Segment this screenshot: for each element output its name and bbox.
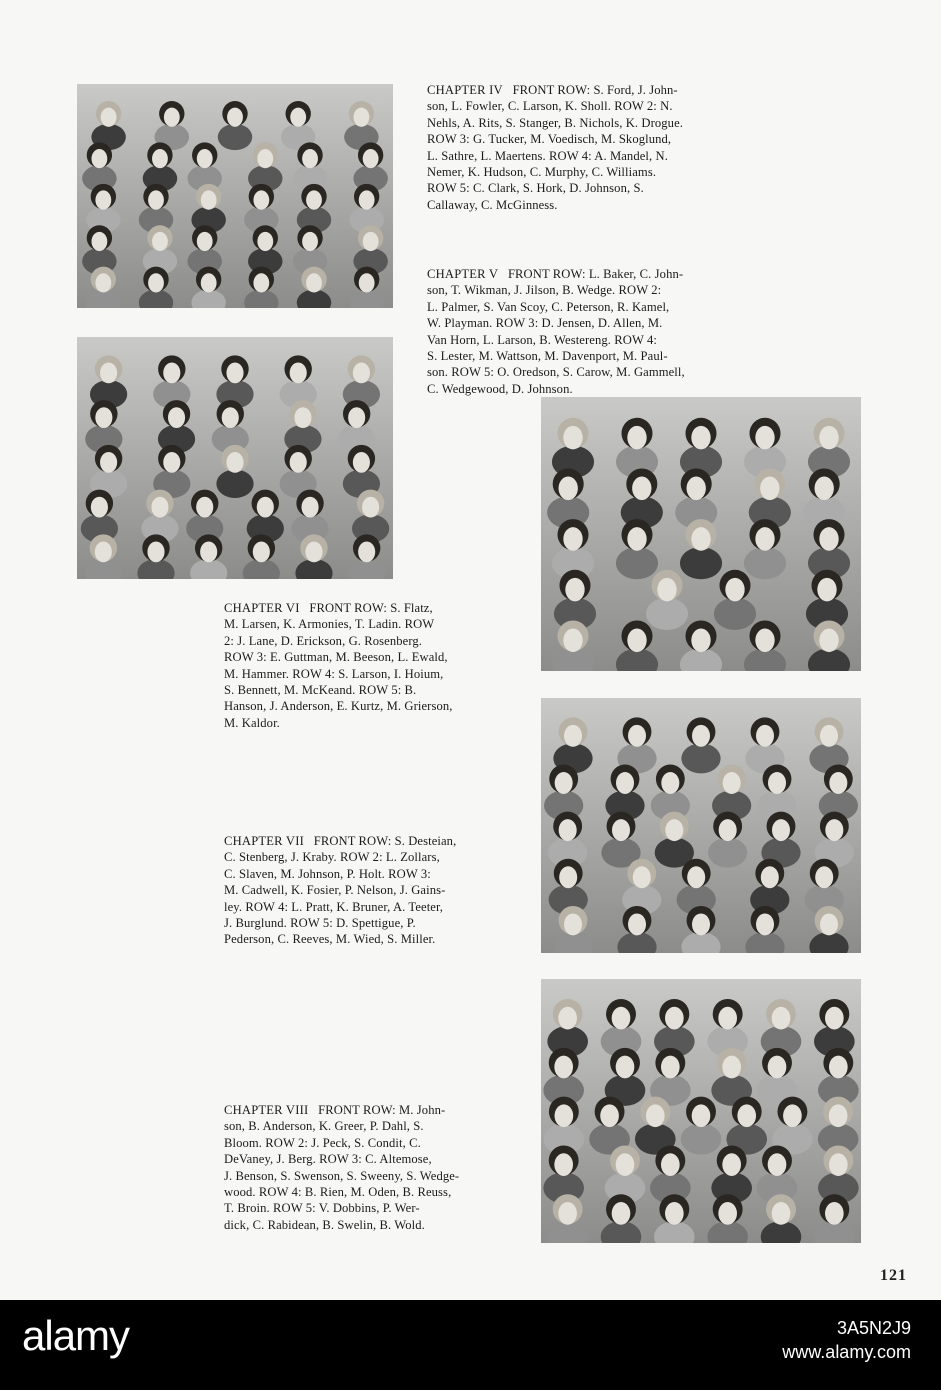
person-face <box>829 1104 848 1127</box>
person-face <box>91 232 107 251</box>
group-photo-figures <box>77 337 393 579</box>
person-face <box>226 452 243 473</box>
caption-line: son, T. Wikman, J. Jilson, B. Wedge. ROW 2: <box>427 283 662 298</box>
chapter-vii-group-photo <box>541 698 861 953</box>
caption-line: S. Lester, M. Wattson, M. Davenport, M. Paul- <box>427 349 668 364</box>
person-face <box>358 541 375 562</box>
caption-text: FRONT ROW: S. Desteian, <box>313 834 457 848</box>
chapter-vii-caption <box>224 833 510 948</box>
person-face <box>772 819 790 841</box>
person-face <box>756 913 774 935</box>
person-face <box>554 1056 573 1079</box>
person-face <box>722 1153 741 1176</box>
person-face <box>755 629 774 653</box>
person-face <box>558 1007 577 1030</box>
person-body <box>218 124 252 150</box>
group-photo-figures <box>541 698 861 953</box>
caption-line: ROW 3: G. Tucker, M. Voedisch, M. Skoglund, <box>427 132 672 147</box>
caption-line: Bloom. ROW 2: J. Peck, S. Condit, C. <box>224 1135 421 1150</box>
person-face <box>628 725 646 747</box>
person-face <box>718 1007 737 1030</box>
person-face <box>723 772 741 794</box>
person-face <box>100 362 117 383</box>
person-face <box>627 426 646 450</box>
person-face <box>737 1104 756 1127</box>
caption-line: ROW 3: E. Guttman, M. Beeson, L. Ewald, <box>224 650 448 665</box>
person-body <box>744 547 786 579</box>
caption-line: W. Playman. ROW 3: D. Jensen, D. Allen, M. <box>427 316 663 331</box>
caption-line: Callaway, C. McGinness. <box>427 197 558 212</box>
caption-line: S. Bennett, M. McKeand. ROW 5: B. <box>224 683 417 698</box>
person-face <box>294 407 311 428</box>
person-face <box>691 426 710 450</box>
person-face <box>257 497 274 518</box>
person-face <box>627 629 646 653</box>
person-face <box>661 772 679 794</box>
person-face <box>563 527 582 551</box>
caption-line: M. Kaldor. <box>224 715 280 730</box>
chapter-viii-caption <box>224 1102 510 1233</box>
watermark-url: www.alamy.com <box>782 1342 911 1362</box>
person-face <box>147 541 164 562</box>
person-face <box>772 1202 791 1225</box>
caption-text: FRONT ROW: S. Ford, J. John- <box>512 83 678 97</box>
person-face <box>829 1153 848 1176</box>
person-face <box>290 452 307 473</box>
person-face <box>554 1153 573 1176</box>
person-face <box>565 578 584 602</box>
person-face <box>353 108 369 127</box>
person-face <box>558 1202 577 1225</box>
person-face <box>665 1007 684 1030</box>
person-face <box>306 190 322 209</box>
person-face <box>348 407 365 428</box>
person-face <box>305 541 322 562</box>
person-face <box>222 407 239 428</box>
chapter-v-caption <box>427 266 745 397</box>
person-face <box>200 541 217 562</box>
person-face <box>91 149 107 168</box>
person-face <box>559 866 577 888</box>
caption-line <box>427 266 745 282</box>
caption-line: wood. ROW 4: B. Rien, M. Oden, B. Reuss, <box>224 1185 452 1200</box>
person-face <box>363 149 379 168</box>
person-face <box>657 578 676 602</box>
person-face <box>725 578 744 602</box>
chapter-vi-caption <box>224 600 510 731</box>
person-face <box>719 819 737 841</box>
person-face <box>253 541 270 562</box>
person-face <box>257 149 273 168</box>
person-face <box>661 1056 680 1079</box>
person-face <box>253 273 269 292</box>
person-face <box>353 362 370 383</box>
caption-line: M. Hammer. ROW 4: S. Larson, I. Hoium, <box>224 666 444 681</box>
person-face <box>755 426 774 450</box>
person-face <box>815 477 834 501</box>
person-face <box>290 108 306 127</box>
caption-line: Pederson, C. Reeves, M. Wied, S. Miller. <box>224 932 436 947</box>
person-face <box>559 819 577 841</box>
person-face <box>633 866 651 888</box>
person-face <box>760 477 779 501</box>
person-face <box>819 426 838 450</box>
chapter-viii-group-photo <box>541 979 861 1243</box>
person-face <box>820 913 838 935</box>
person-face <box>95 407 112 428</box>
person-face <box>148 273 164 292</box>
page-number: 121 <box>880 1267 907 1284</box>
person-face <box>628 913 646 935</box>
person-face <box>612 1202 631 1225</box>
person-face <box>197 149 213 168</box>
person-face <box>819 629 838 653</box>
person-face <box>101 108 117 127</box>
person-face <box>825 1007 844 1030</box>
person-face <box>616 1056 635 1079</box>
person-face <box>227 108 243 127</box>
person-face <box>555 1104 574 1127</box>
caption-line <box>427 82 745 98</box>
person-face <box>627 527 646 551</box>
person-face <box>817 578 836 602</box>
person-face <box>302 497 319 518</box>
person-face <box>152 149 168 168</box>
caption-line: C. Stenberg, J. Kraby. ROW 2: L. Zollars, <box>224 850 440 865</box>
person-face <box>152 232 168 251</box>
chapter-v-group-photo <box>77 337 393 579</box>
person-face <box>196 497 213 518</box>
person-face <box>665 1202 684 1225</box>
caption-line: C. Slaven, M. Johnson, P. Holt. ROW 3: <box>224 866 431 881</box>
person-face <box>306 273 322 292</box>
caption-line: son. ROW 5: O. Oredson, S. Carow, M. Gammell, <box>427 365 685 380</box>
person-face <box>95 541 112 562</box>
group-photo-figures <box>77 84 393 308</box>
person-face <box>691 629 710 653</box>
watermark-image-id: 3A5N2J9 <box>836 1318 911 1338</box>
caption-line: dick, C. Rabidean, B. Swelin, B. Wold. <box>224 1217 425 1232</box>
group-photo-figures <box>541 979 861 1243</box>
group-photo-figures <box>541 397 861 671</box>
person-face <box>772 1007 791 1030</box>
chapter-heading: CHAPTER IV <box>427 83 503 97</box>
person-face <box>768 772 786 794</box>
person-face <box>815 866 833 888</box>
person-body <box>681 743 720 773</box>
person-face <box>612 1007 631 1030</box>
person-face <box>168 407 185 428</box>
caption-text: FRONT ROW: M. John- <box>318 1103 446 1117</box>
person-face <box>829 1056 848 1079</box>
person-face <box>692 913 710 935</box>
caption-line: Van Horn, L. Larson, B. Westereng. ROW 4: <box>427 332 657 347</box>
person-face <box>616 772 634 794</box>
person-face <box>91 497 108 518</box>
caption-line: J. Burglund. ROW 5: D. Spettigue, P. <box>224 916 416 931</box>
person-face <box>363 232 379 251</box>
caption-line <box>224 833 510 849</box>
person-body <box>708 838 747 868</box>
person-body <box>646 598 688 630</box>
person-face <box>226 362 243 383</box>
person-face <box>290 362 307 383</box>
person-face <box>829 772 847 794</box>
person-face <box>253 190 269 209</box>
caption-line: Nehls, A. Rits, S. Stanger, B. Nichols, K. Drogue. <box>427 115 684 130</box>
person-face <box>197 232 213 251</box>
person-face <box>563 629 582 653</box>
person-face <box>600 1104 619 1127</box>
chapter-heading: CHAPTER VI <box>224 601 300 615</box>
person-face <box>756 725 774 747</box>
person-face <box>722 1056 741 1079</box>
person-face <box>768 1153 787 1176</box>
person-face <box>825 819 843 841</box>
person-face <box>302 149 318 168</box>
person-face <box>612 819 630 841</box>
person-face <box>362 497 379 518</box>
caption-line: Nemer, K. Hudson, C. Murphy, C. Williams. <box>427 165 657 180</box>
caption-line: ROW 5: C. Clark, S. Hork, D. Johnson, S. <box>427 181 644 196</box>
person-face <box>95 273 111 292</box>
person-face <box>718 1202 737 1225</box>
person-body <box>714 598 756 630</box>
person-face <box>691 527 710 551</box>
person-face <box>564 913 582 935</box>
person-face <box>692 725 710 747</box>
person-face <box>163 362 180 383</box>
person-face <box>564 725 582 747</box>
person-face <box>632 477 651 501</box>
person-face <box>661 1153 680 1176</box>
person-body <box>616 547 658 579</box>
caption-line: J. Benson, S. Swenson, S. Sweeny, S. Wedge- <box>224 1168 460 1183</box>
person-face <box>692 1104 711 1127</box>
person-face <box>687 477 706 501</box>
watermark-info <box>782 1316 911 1364</box>
person-face <box>665 819 683 841</box>
caption-line: L. Sathre, L. Maertens. ROW 4: A. Mandel, N. <box>427 148 668 163</box>
person-body <box>680 547 722 579</box>
caption-line: M. Larsen, K. Armonies, T. Ladin. ROW <box>224 617 435 632</box>
caption-line <box>224 1102 510 1118</box>
caption-line <box>224 600 510 616</box>
person-face <box>353 452 370 473</box>
person-face <box>201 273 217 292</box>
caption-line: Hanson, J. Anderson, E. Kurtz, M. Grierson, <box>224 699 453 714</box>
person-face <box>761 866 779 888</box>
caption-line: M. Cadwell, K. Fosier, P. Nelson, J. Gains- <box>224 883 446 898</box>
person-face <box>755 527 774 551</box>
person-face <box>783 1104 802 1127</box>
person-face <box>820 725 838 747</box>
person-face <box>164 108 180 127</box>
caption-line: son, B. Anderson, K. Greer, P. Dahl, S. <box>224 1119 424 1134</box>
person-body <box>216 470 253 498</box>
person-body <box>681 1124 722 1155</box>
person-face <box>359 190 375 209</box>
caption-line: 2: J. Lane, D. Erickson, G. Rosenberg. <box>224 633 423 648</box>
chapter-iv-caption <box>427 82 745 213</box>
chapter-heading: CHAPTER VII <box>224 834 304 848</box>
chapter-vi-group-photo <box>541 397 861 671</box>
caption-line: DeVaney, J. Berg. ROW 3: C. Altemose, <box>224 1152 432 1167</box>
watermark-logo: alamy <box>22 1312 130 1359</box>
person-face <box>201 190 217 209</box>
person-face <box>100 452 117 473</box>
person-face <box>768 1056 787 1079</box>
person-face <box>163 452 180 473</box>
person-face <box>646 1104 665 1127</box>
caption-line: T. Broin. ROW 5: V. Dobbins, P. Wer- <box>224 1201 420 1216</box>
person-face <box>151 497 168 518</box>
chapter-heading: CHAPTER V <box>427 267 499 281</box>
chapter-iv-group-photo <box>77 84 393 308</box>
chapter-heading: CHAPTER VIII <box>224 1103 309 1117</box>
person-face <box>302 232 318 251</box>
person-face <box>825 1202 844 1225</box>
person-face <box>559 477 578 501</box>
caption-line: son, L. Fowler, C. Larson, K. Sholl. ROW 2: N. <box>427 99 673 114</box>
person-face <box>148 190 164 209</box>
person-face <box>687 866 705 888</box>
caption-line: ley. ROW 4: L. Pratt, K. Bruner, A. Teeter, <box>224 899 444 914</box>
caption-text: FRONT ROW: L. Baker, C. John- <box>507 267 684 281</box>
person-face <box>95 190 111 209</box>
person-face <box>257 232 273 251</box>
person-face <box>563 426 582 450</box>
person-face <box>616 1153 635 1176</box>
caption-line: L. Palmer, S. Van Scoy, C. Peterson, R. Kamel, <box>427 299 670 314</box>
caption-line: C. Wedgewood, D. Johnson. <box>427 381 573 396</box>
person-face <box>359 273 375 292</box>
caption-text: FRONT ROW: S. Flatz, <box>309 601 433 615</box>
person-face <box>819 527 838 551</box>
person-face <box>555 772 573 794</box>
